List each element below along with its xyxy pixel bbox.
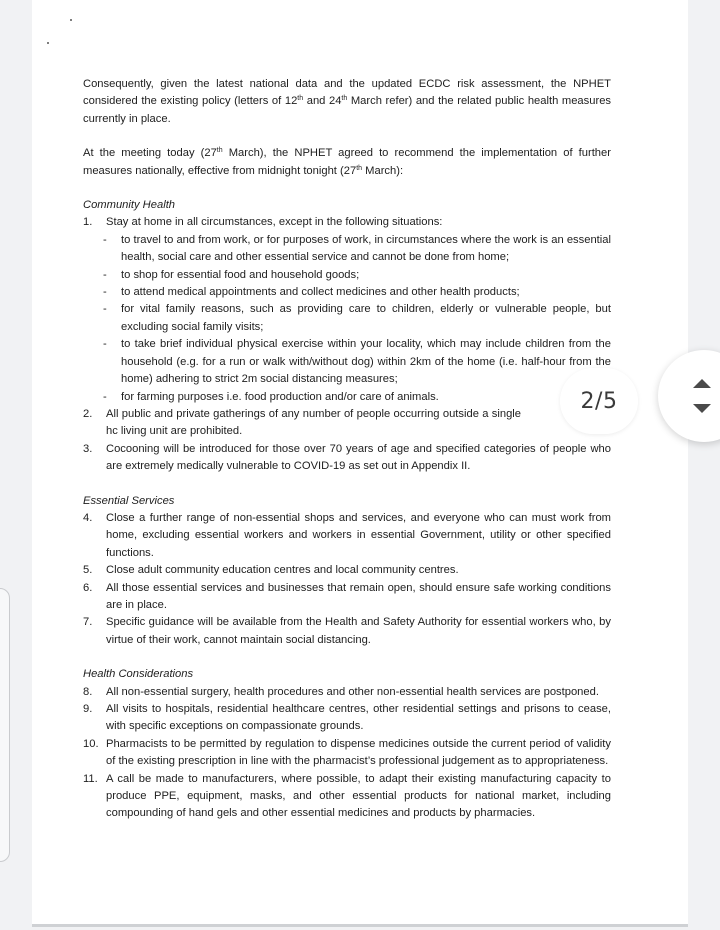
document-body	[83, 76, 611, 823]
section-title: Community Health	[83, 199, 176, 212]
list-item: 7. Specific guidance will be available from the Health and Safety Authority for essential workers who, by virtue of their work, cannot maintain social distancing.	[83, 616, 611, 646]
list-item: 9. All visits to hospitals, residential healthcare centres, other residential settings and prisons to cease, with specific exceptions on compassionate grounds.	[83, 703, 611, 733]
scan-speck	[70, 19, 72, 21]
list-item: 6. All those essential services and businesses that remain open, should ensure safe working conditions are in place.	[83, 581, 611, 611]
previous-page-edge[interactable]	[0, 588, 10, 862]
section-title: Health Considerations	[83, 668, 194, 681]
list-item: 10. Pharmacists to be permitted by regulation to dispense medicines outside the current period of validity of the existing prescription in line with the pharmacist’s professional judgement as to appropriateness.	[83, 737, 611, 768]
triangle-up-icon[interactable]	[693, 379, 711, 388]
sub-list-item: - for farming purposes i.e. food production and/or care of animals.	[103, 390, 439, 403]
sub-list-item: - for vital family reasons, such as providing care to children, elderly or vulnerable people, but excluding social family visits;	[103, 303, 611, 333]
list-item: 1. Stay at home in all circumstances, except in the following situations:	[83, 216, 443, 229]
list-item: 11. A call be made to manufacturers, where possible, to adapt their existing manufacturing capacity to produce PPE, equipment, masks, and other essential products for national market, including compounding of hand gels and other essential medicines and products by pharmacies.	[83, 772, 611, 820]
sub-list-item: - to take brief individual physical exercise within your locality, which may include children from the household (e.g. for a run or walk with/without dog) within 2km of the home (i.e. half-hour from the home) adhering to strict 2m social distancing measures;	[103, 338, 611, 386]
list-item: 3. Cocooning will be introduced for those over 70 years of age and specified categories of people who are extremely medically vulnerable to COVID-19 as set out in Appendix II.	[83, 442, 611, 473]
page-indicator: 2/5	[560, 368, 638, 434]
sub-list-item: - to attend medical appointments and collect medicines and other health products;	[103, 286, 520, 299]
scan-speck	[47, 42, 49, 44]
intro-paragraph-1: Consequently, given the latest national data and the updated ECDC risk assessment, the NPHET considered the existing policy (letters of 12th and 24th March refer) and the related public health measures currently in place.	[83, 78, 612, 125]
list-item: 5. Close adult community education centres and local community centres.	[83, 564, 459, 577]
intro-paragraph-2: At the meeting today (27th March), the NPHET agreed to recommend the implementation of further measures nationally, effective from midnight tonight (27th March):	[83, 147, 611, 177]
sub-list-item: - to shop for essential food and household goods;	[103, 268, 360, 281]
list-item: 4. Close a further range of non-essential shops and services, and everyone who can must work from home, excluding essential workers and workers in essential Government, utility or other specified functions.	[83, 511, 611, 559]
list-item: 8. All non-essential surgery, health procedures and other non-essential health services are postponed.	[83, 685, 599, 698]
list-item: 2. All public and private gatherings of any number of people occurring outside a single hc living unit are prohibited.	[83, 407, 521, 438]
section-title: Essential Services	[83, 494, 175, 507]
triangle-down-icon[interactable]	[693, 404, 711, 413]
sub-list-item: - to travel to and from work, or for purposes of work, in circumstances where the work is an essential health, social care and other essential service and cannot be done from home;	[103, 233, 611, 264]
